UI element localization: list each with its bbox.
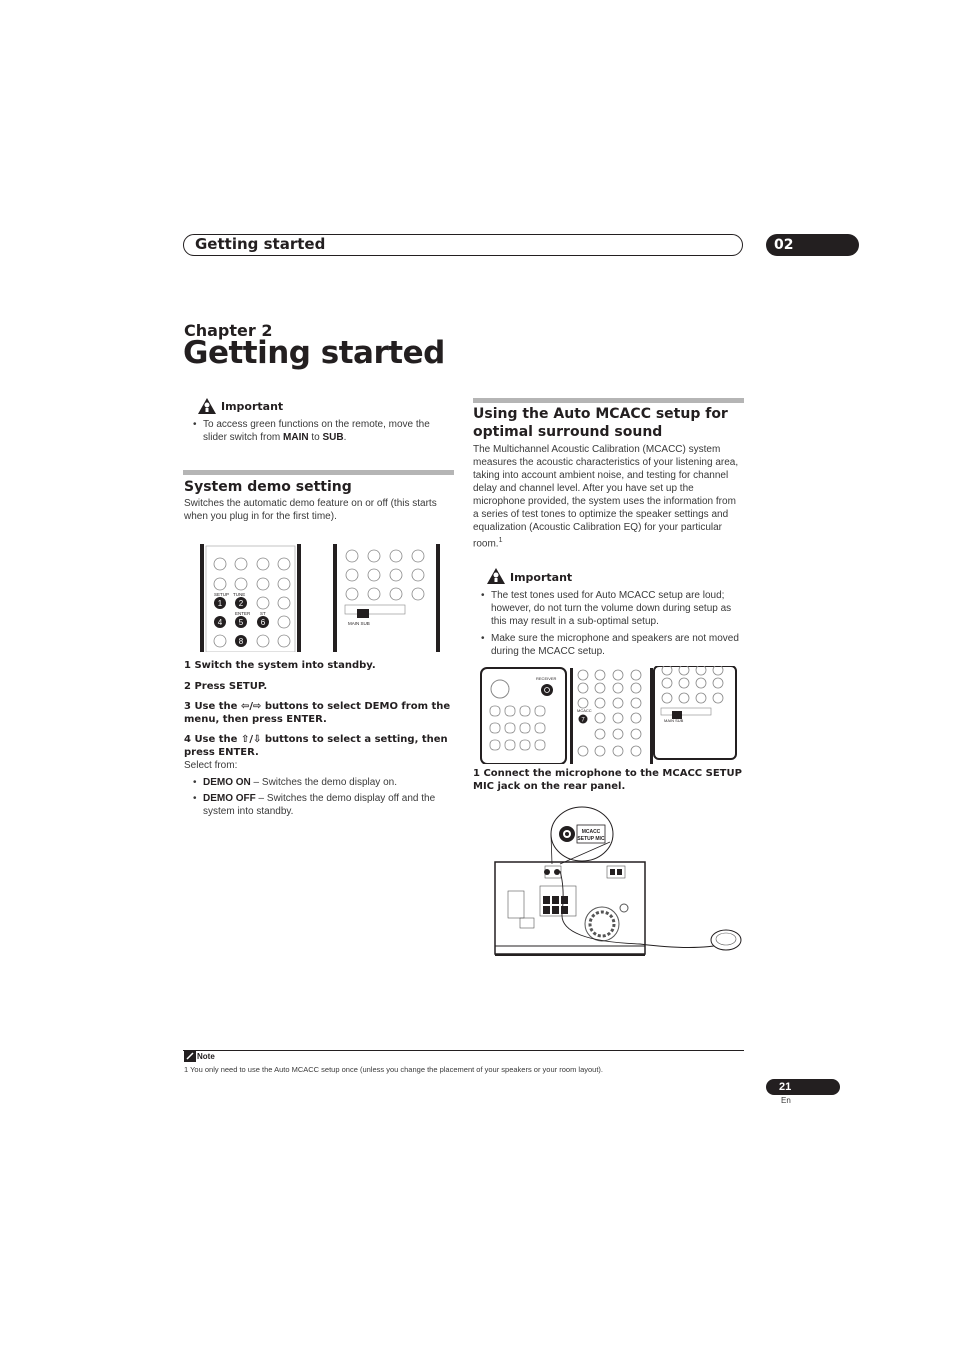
step-3: 3 Use the ⇦/⇨ buttons to select DEMO from the menu, then press ENTER. [184, 701, 451, 725]
warning-icon [486, 567, 506, 585]
page-number: 21 [766, 1079, 840, 1095]
mcacc-step-1: 1 Connect the microphone to the MCACC SETUP MIC jack on the rear panel. [473, 768, 742, 792]
important-bullet-1: The test tones used for Auto MCACC setup are loud; however, do not turn the volume down during setup as this may result in a sub-optimal setup. [491, 590, 732, 627]
main-sub-label: MAIN SUB [348, 621, 370, 626]
header-title: Getting started [195, 235, 326, 253]
note-rule [183, 1050, 744, 1051]
enter-label: ENTER [235, 611, 251, 616]
bullet-dot: • [193, 419, 197, 430]
step-1: 1 Switch the system into standby. [184, 660, 376, 671]
bullet-dot: • [193, 777, 197, 788]
important-bullet: To access green functions on the remote, move the slider switch from MAIN to SUB. [203, 419, 430, 443]
section-rule [183, 470, 454, 475]
jack-label-setup-mic: SETUP MIC [577, 836, 605, 842]
jack-label-mcacc: MCACC [581, 829, 601, 835]
remote-control-illustration [200, 542, 440, 652]
note-heading: Note [197, 1052, 215, 1061]
language-label: En [781, 1096, 791, 1105]
important-heading: Important [221, 400, 284, 413]
svg-text:6: 6 [260, 618, 266, 627]
warning-icon [197, 397, 217, 415]
svg-text:4: 4 [217, 618, 223, 627]
important-heading: Important [510, 571, 573, 584]
select-from-label: Select from: [184, 760, 238, 771]
svg-text:7: 7 [581, 717, 585, 724]
option-demo-on: DEMO ON – Switches the demo display on. [203, 777, 397, 788]
option-demo-off: DEMO OFF – Switches the demo display off and the system into standby. [203, 793, 436, 817]
remote-mcacc-illustration [478, 666, 738, 764]
bullet-dot: • [193, 793, 197, 804]
step-2: 2 Press SETUP. [184, 681, 268, 692]
svg-text:1: 1 [217, 599, 223, 608]
bullet-dot: • [481, 633, 485, 644]
setup-label: SETUP [214, 592, 230, 597]
chapter-title: Getting started [183, 335, 445, 371]
main-sub-label: MAIN SUB [664, 718, 684, 723]
svg-text:2: 2 [238, 599, 244, 608]
chapter-number-badge: 02 [766, 234, 859, 256]
chapter-label: Chapter 2 [184, 321, 273, 340]
section-rule [473, 398, 744, 403]
svg-text:5: 5 [238, 618, 244, 627]
section-title-system-demo: System demo setting [184, 479, 352, 495]
important-bullet-2: Make sure the microphone and speakers are not moved during the MCACC setup. [491, 633, 739, 657]
system-demo-intro: Switches the automatic demo feature on or off (this starts when you plug in for the first time). [184, 498, 437, 522]
mcacc-label: MCACC [577, 708, 592, 713]
bullet-dot: • [481, 590, 485, 601]
receiver-label: RECEIVER [536, 676, 557, 681]
tune-label: TUNE [233, 592, 246, 597]
st-label: ST [260, 611, 266, 616]
rear-panel-illustration [490, 806, 750, 962]
svg-text:8: 8 [238, 637, 244, 646]
section-title-mcacc: Using the Auto MCACC setup for optimal surround sound [473, 406, 728, 440]
step-4: 4 Use the ⇧/⇩ buttons to select a setting, then press ENTER. [184, 734, 448, 758]
note-icon [184, 1051, 196, 1062]
note-text: 1 You only need to use the Auto MCACC setup once (unless you change the placement of your speakers or your room layout). [184, 1065, 603, 1074]
mcacc-intro: The Multichannel Acoustic Calibration (MCACC) system measures the acoustic characteristics of your listening area, taking into account ambient noise, and testing for channel delay and channel level. After you have set up the microphone provided, the system uses the information from a series of test tones to optimize the speaker settings and equalization (Acoustic Calibration EQ) for your particular room.$^1$ [473, 444, 739, 550]
